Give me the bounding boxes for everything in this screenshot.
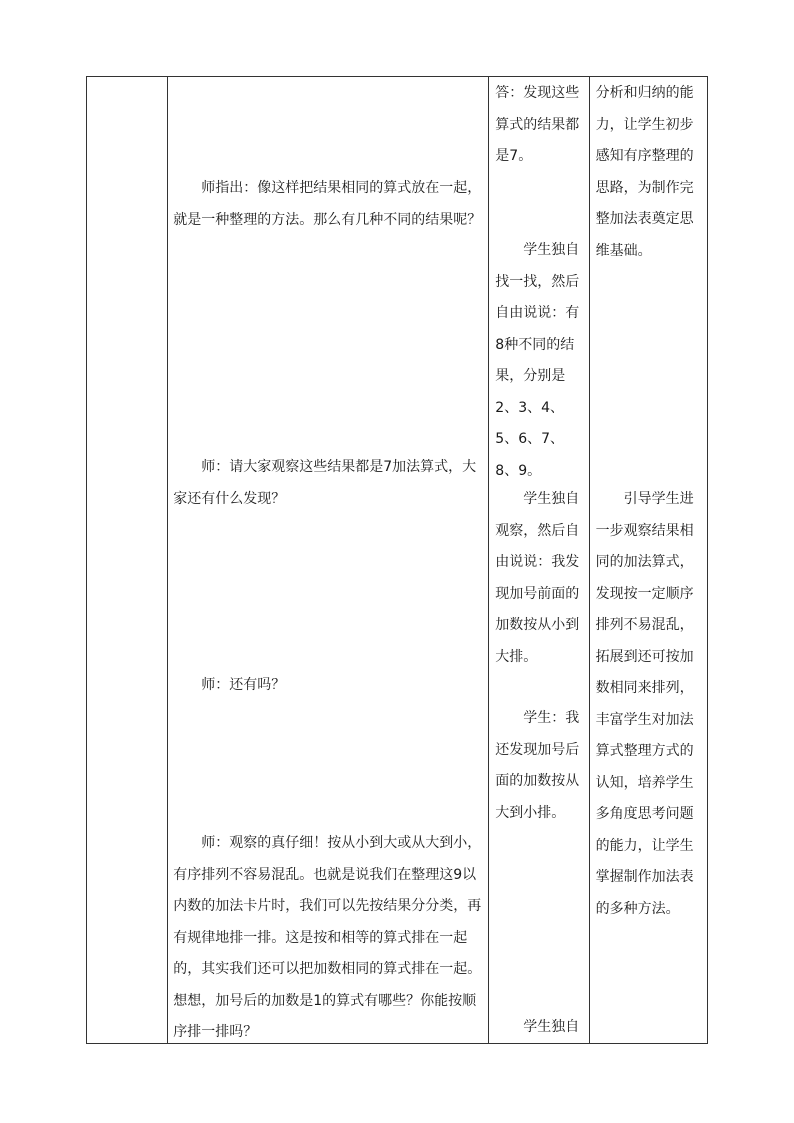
intent-paragraph: 分析和归纳的能力，让学生初步感知有序整理的思路，为制作完整加法表奠定思维基础。 — [595, 85, 694, 259]
lesson-plan-table — [86, 76, 708, 1044]
student-paragraph: 学生：我还发现加号后面的加数按从大到小排。 — [495, 710, 580, 821]
student-activity-cell — [489, 77, 589, 1044]
section-column-cell — [87, 77, 168, 1044]
design-intent-cell — [589, 77, 707, 1044]
teacher-paragraph: 师：请大家观察这些结果都是7加法算式，大家还有什么发现？ — [173, 459, 477, 507]
student-paragraph: 学生独自找一找，然后自由说说：有8种不同的结果，分别是2、3、4、5、6、7、8、9。 — [495, 242, 580, 479]
intent-paragraph: 引导学生进一步观察结果相同的加法算式，发现按一定顺序排列不易混乱，拓展到还可按加数相同来排列，丰富学生对加法算式整理方式的认知，培养学生多角度思考问题的能力，让学生掌握制作加法表的多种方法。 — [595, 491, 694, 917]
student-paragraph: 答：发现这些算式的结果都是7。 — [495, 85, 580, 164]
teacher-paragraph: 师：观察的真仔细！按从小到大或从大到小，有序排列不容易混乱。也就是说我们在整理这9以内数的加法卡片时，我们可以先按结果分分类，再有规律地排一排。这是按和相等的算式排在一起的，其实我们还可以把加数相同的算式排在一起。想想，加号后的加数是1的算式有哪些？你能按顺序排一排吗？ — [173, 835, 482, 1040]
teacher-activity-cell — [168, 77, 489, 1044]
student-paragraph: 学生独自 — [523, 1019, 580, 1035]
teacher-paragraph: 师：还有吗？ — [201, 677, 286, 693]
table-row — [87, 77, 708, 1044]
student-paragraph: 学生独自观察，然后自由说说：我发现加号前面的加数按从小到大排。 — [495, 491, 580, 665]
teacher-paragraph: 师指出：像这样把结果相同的算式放在一起，就是一种整理的方法。那么有几种不同的结果呢？ — [173, 180, 482, 228]
